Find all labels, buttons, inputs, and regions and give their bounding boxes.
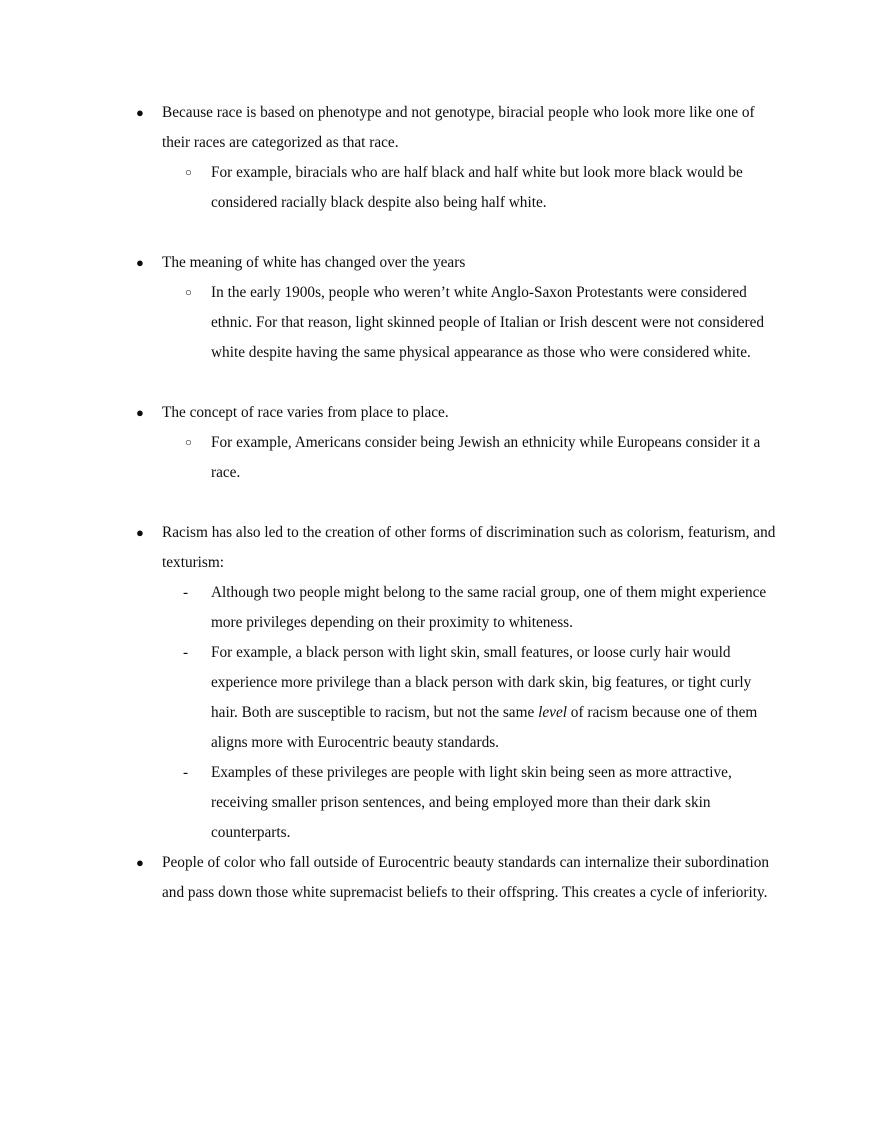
bullet-level2 [185, 428, 780, 488]
emphasized-word: level [538, 704, 567, 721]
bullet-level3 [183, 758, 780, 848]
bullet-level3 [183, 578, 780, 638]
dash-bullet-icon: - [183, 584, 189, 601]
disc-bullet-icon: ● [136, 105, 144, 120]
bullet-level1 [136, 518, 780, 578]
bullet-level1 [136, 398, 780, 428]
bullet-text: Racism has also led to the creation of other forms of discrimination such as colorism, featurism, and texturism: [162, 524, 776, 571]
document-body [128, 98, 780, 908]
circle-bullet-icon: ○ [185, 437, 192, 449]
bullet-level2 [185, 278, 780, 368]
bullet-text-post: of racism because one of them aligns more with Eurocentric beauty standards. [211, 704, 758, 751]
bullet-text: For example, Americans consider being Jewish an ethnicity while Europeans consider it a race. [211, 434, 761, 481]
bullet-group-race-varies [128, 398, 780, 488]
dash-bullet-icon: - [183, 644, 189, 661]
bullet-text [211, 758, 780, 848]
bullet-text: Because race is based on phenotype and not genotype, biracial people who look more like one of their races are categorized as that race. [162, 104, 755, 151]
dash-bullet-icon: - [183, 764, 189, 781]
bullet-level1 [136, 248, 780, 278]
bullet-text: In the early 1900s, people who weren’t white Anglo-Saxon Protestants were considered ethnic. For that reason, light skinned people of Italian or Irish descent were not considered white despite having the same physical appearance as those who were considered white. [211, 284, 765, 361]
bullet-text [211, 578, 780, 638]
bullet-text-pre: For example, a black person with light skin, small features, or loose curly hair would experience more privilege than a black person with dark skin, big features, or tight curly hair. Both are susceptible to racism, but not the same [211, 644, 752, 721]
bullet-text: The concept of race varies from place to place. [162, 404, 449, 421]
bullet-group-colorism [128, 518, 780, 908]
bullet-text: The meaning of white has changed over the years [162, 254, 466, 271]
circle-bullet-icon: ○ [185, 167, 192, 179]
disc-bullet-icon: ● [136, 855, 144, 870]
disc-bullet-icon: ● [136, 255, 144, 270]
disc-bullet-icon: ● [136, 525, 144, 540]
bullet-text-pre: Although two people might belong to the same racial group, one of them might experience more privileges depending on their proximity to whiteness. [211, 584, 767, 631]
bullet-text: For example, biracials who are half black and half white but look more black would be considered racially black despite also being half white. [211, 164, 743, 211]
bullet-group-phenotype [128, 98, 780, 218]
bullet-text: People of color who fall outside of Eurocentric beauty standards can internalize their subordination and pass down those white supremacist beliefs to their offspring. This creates a cycle of inferiority. [162, 854, 770, 901]
bullet-level1 [136, 848, 780, 908]
paragraph-spacer [128, 368, 780, 398]
bullet-level2 [185, 158, 780, 218]
bullet-level3 [183, 638, 780, 758]
bullet-text [211, 638, 780, 758]
paragraph-spacer [128, 218, 780, 248]
bullet-text-pre: Examples of these privileges are people with light skin being seen as more attractive, receiving smaller prison sentences, and being employed more than their dark skin counterparts. [211, 764, 732, 841]
disc-bullet-icon: ● [136, 405, 144, 420]
bullet-group-meaning-of-white [128, 248, 780, 368]
circle-bullet-icon: ○ [185, 287, 192, 299]
paragraph-spacer [128, 488, 780, 518]
bullet-level1 [136, 98, 780, 158]
